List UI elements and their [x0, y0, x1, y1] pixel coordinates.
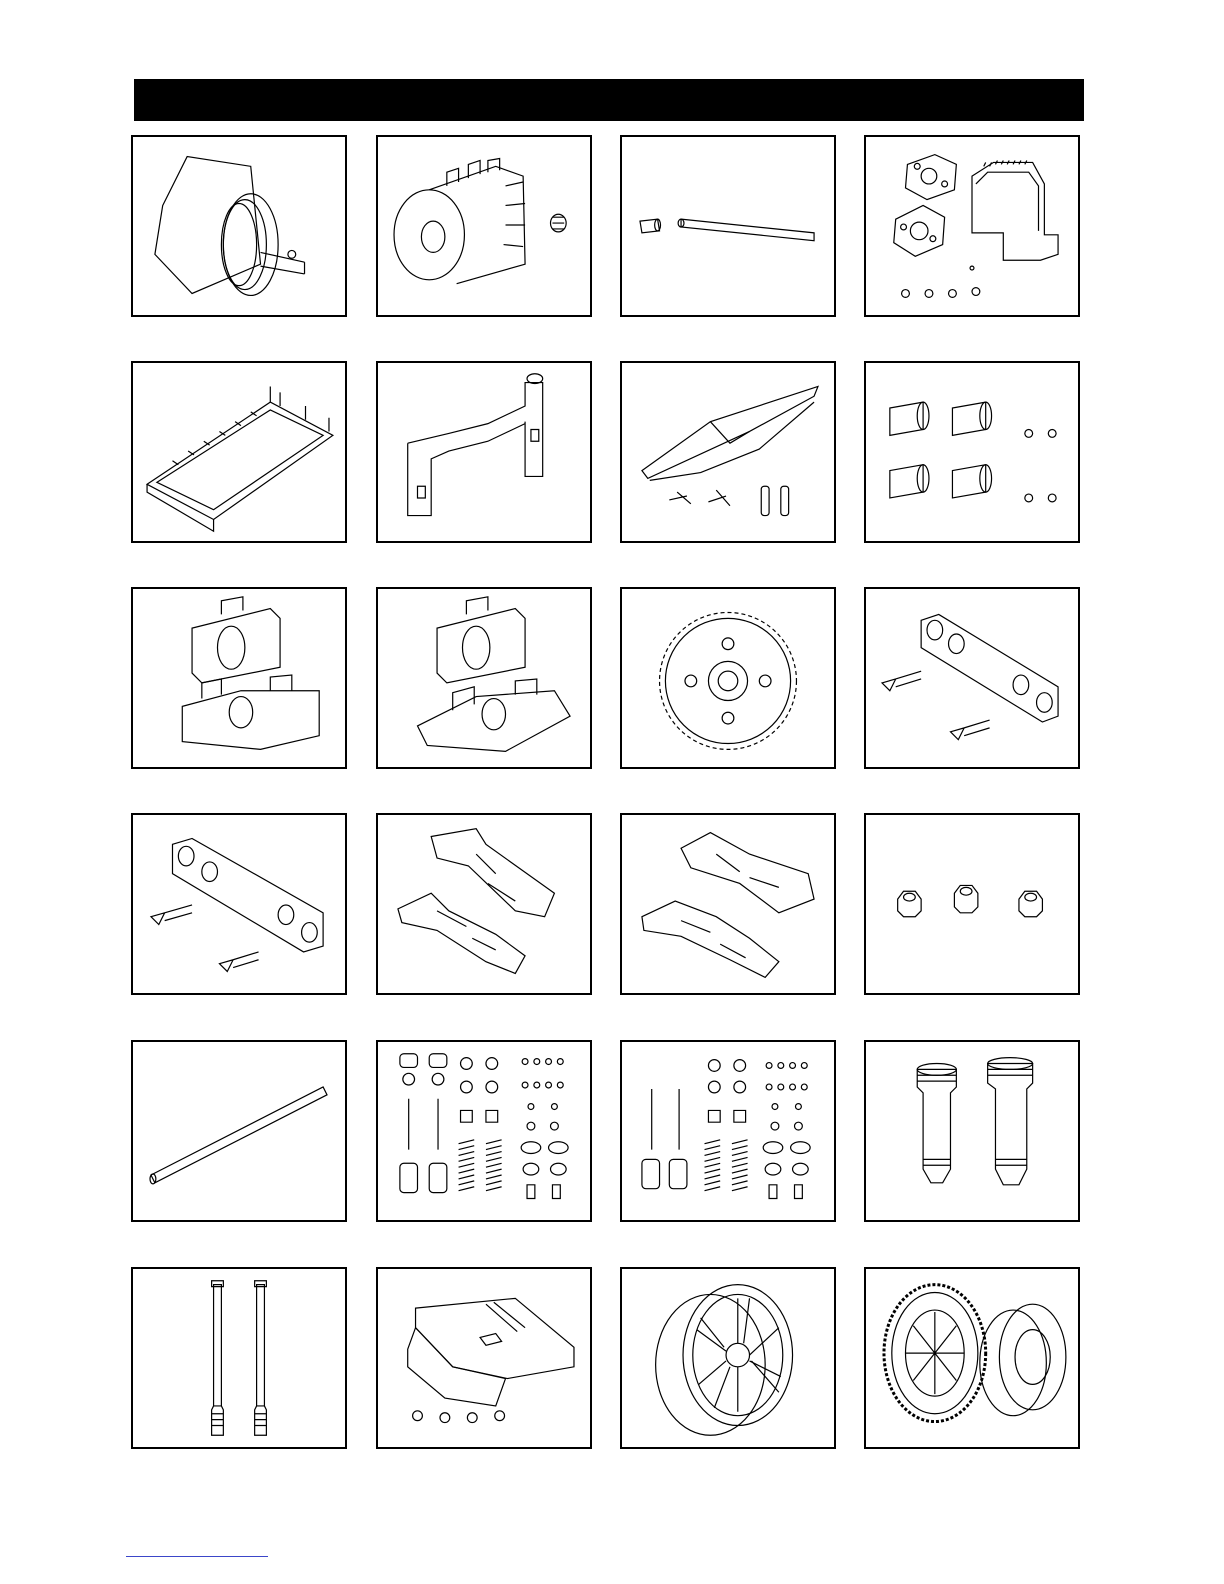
arm-mount-plate-rear-icon — [133, 815, 345, 993]
part-cell-top-plate — [620, 361, 836, 543]
part-cell-rear-arms — [620, 813, 836, 995]
rear-suspension-arms-icon — [622, 815, 834, 993]
front-suspension-arms-icon — [378, 815, 590, 993]
part-cell-chassis — [131, 361, 347, 543]
shock-bodies-icon — [866, 1042, 1078, 1220]
part-cell-motor — [131, 135, 347, 317]
tire-with-insert-icon — [866, 1269, 1078, 1447]
part-cell-arm-mount-plate — [864, 587, 1080, 769]
part-cell-ball-nuts — [864, 813, 1080, 995]
part-cell-bumper — [376, 1267, 592, 1449]
diff-cups-icon — [866, 363, 1078, 541]
part-cell-diff-cups — [864, 361, 1080, 543]
part-cell-motor-mount — [864, 135, 1080, 317]
front-gearbox-icon — [133, 589, 345, 767]
shaft-with-bushing-icon — [622, 137, 834, 315]
shock-parts-set-b-icon — [622, 1042, 834, 1220]
part-cell-shock-bodies — [864, 1040, 1080, 1222]
part-cell-spur-gear — [620, 587, 836, 769]
part-cell-shock-parts-b — [620, 1040, 836, 1222]
spur-gear-icon — [622, 589, 834, 767]
pinion-gear-icon — [378, 137, 590, 315]
motor-icon — [133, 137, 345, 315]
chassis-icon — [133, 363, 345, 541]
shock-shafts-icon — [133, 1269, 345, 1447]
part-cell-front-arms — [376, 813, 592, 995]
ball-nuts-icon — [866, 815, 1078, 993]
part-cell-arm-mount-plate-rear — [131, 813, 347, 995]
part-cell-center-brace — [376, 361, 592, 543]
part-cell-shock-parts-a — [376, 1040, 592, 1222]
bumper-skid-plate-icon — [378, 1269, 590, 1447]
part-cell-long-shaft — [131, 1040, 347, 1222]
part-cell-pinion — [376, 135, 592, 317]
center-brace-icon — [378, 363, 590, 541]
footer-link-underline[interactable] — [126, 1556, 268, 1557]
part-cell-shock-shafts — [131, 1267, 347, 1449]
motor-mount-set-icon — [866, 137, 1078, 315]
section-header-bar — [134, 79, 1084, 121]
wheel-icon — [622, 1269, 834, 1447]
part-cell-tire — [864, 1267, 1080, 1449]
part-cell-shaft — [620, 135, 836, 317]
top-plate-icon — [622, 363, 834, 541]
long-shaft-icon — [133, 1042, 345, 1220]
shock-parts-set-icon — [378, 1042, 590, 1220]
part-cell-wheel — [620, 1267, 836, 1449]
part-cell-front-gearbox — [131, 587, 347, 769]
rear-gearbox-icon — [378, 589, 590, 767]
arm-mount-plate-icon — [866, 589, 1078, 767]
part-cell-rear-gearbox — [376, 587, 592, 769]
